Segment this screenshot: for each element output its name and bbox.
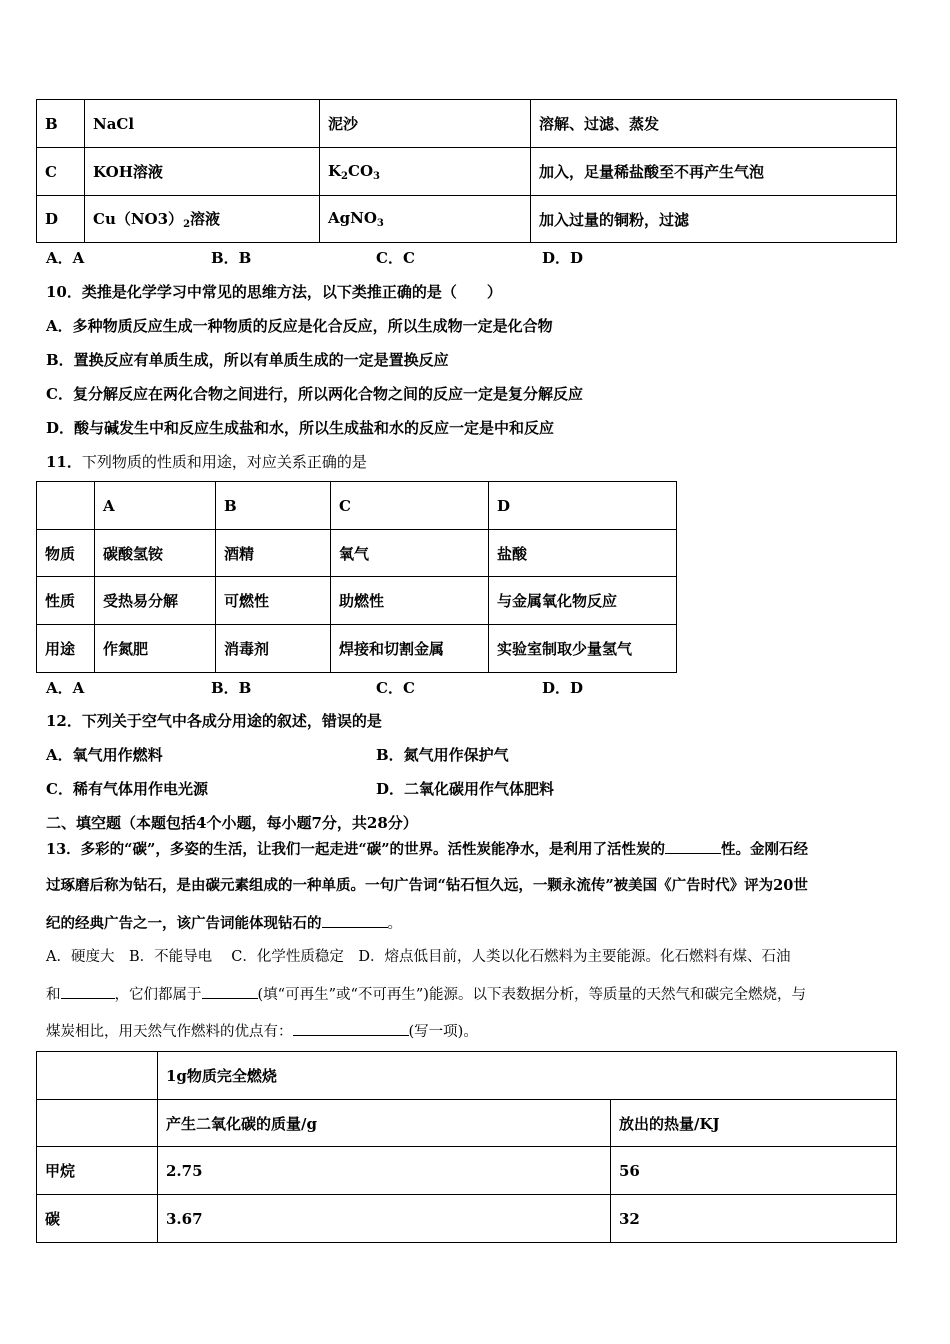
table-cell: B <box>37 100 85 148</box>
q10-option-d: D．酸与碱发生中和反应生成盐和水，所以生成盐和水的反应一定是中和反应 <box>46 419 555 437</box>
table-cell: 可燃性 <box>216 577 331 625</box>
table-cell: 碳 <box>37 1195 158 1243</box>
q9-option-b: B．B <box>211 249 252 267</box>
table-cell: 用途 <box>37 625 95 673</box>
table-row <box>37 577 677 625</box>
table-cell: B <box>216 482 331 530</box>
q12-option-d: D．二氧化碳用作气体肥料 <box>376 780 555 798</box>
q10-stem: 10．类推是化学学习中常见的思维方法，以下类推正确的是（ ） <box>46 283 502 301</box>
q11-stem: 11．下列物质的性质和用途，对应关系正确的是 <box>46 453 367 471</box>
table-header-cell: 放出的热量/KJ <box>611 1100 897 1147</box>
table-cell: C <box>37 148 85 196</box>
table-cell: 加入过量的铜粉，过滤 <box>531 196 897 243</box>
q9-option-a: A．A <box>46 249 85 267</box>
table-row <box>37 100 897 148</box>
q13-line-5: 和 ，它们都属于 (填“可再生”或“不可再生”)能源。以下表数据分析，等质量的天然气和碳完全燃烧，与 <box>46 982 806 1004</box>
q11-option-a: A．A <box>46 679 85 697</box>
q10-option-a: A．多种物质反应生成一种物质的反应是化合反应，所以生成物一定是化合物 <box>46 317 553 335</box>
q12-stem: 12．下列关于空气中各成分用途的叙述，错误的是 <box>46 712 382 730</box>
q11-option-d: D．D <box>542 679 584 697</box>
table-cell: 实验室制取少量氢气 <box>489 625 677 673</box>
q12-option-c: C．稀有气体用作电光源 <box>46 780 208 798</box>
table-cell <box>37 482 95 530</box>
q12-option-a: A．氧气用作燃料 <box>46 746 163 764</box>
table-cell: 与金属氧化物反应 <box>489 577 677 625</box>
properties-table <box>36 481 677 673</box>
table-cell: 32 <box>611 1195 897 1243</box>
q10-option-b: B．置换反应有单质生成，所以有单质生成的一定是置换反应 <box>46 351 449 369</box>
q13-line-1: 13．多彩的“碳”，多姿的生活，让我们一起走进“碳”的世界。活性炭能净水，是利用了活性炭的 性。金刚石经 <box>46 837 808 859</box>
table-row <box>37 482 677 530</box>
table-cell: 泥沙 <box>320 100 531 148</box>
q12-option-b: B．氮气用作保护气 <box>376 746 509 764</box>
answer-blank <box>665 837 721 854</box>
separation-table <box>36 99 897 243</box>
table-cell: KOH溶液 <box>85 148 320 196</box>
table-row <box>37 1147 897 1195</box>
table-cell: 甲烷 <box>37 1147 158 1195</box>
table-cell: 碳酸氢铵 <box>95 530 216 577</box>
q9-option-c: C．C <box>376 249 415 267</box>
table-cell: 2.75 <box>158 1147 611 1195</box>
q13-line-6: 煤炭相比，用天然气作燃料的优点有： (写一项)。 <box>46 1019 478 1041</box>
table-cell: 溶解、过滤、蒸发 <box>531 100 897 148</box>
table-cell: 焊接和切割金属 <box>331 625 489 673</box>
answer-blank <box>322 911 388 928</box>
answer-blank <box>61 982 115 999</box>
table-cell: A <box>95 482 216 530</box>
table-header-cell: 1g物质完全燃烧 <box>158 1052 897 1100</box>
table-cell: C <box>331 482 489 530</box>
table-row <box>37 530 677 577</box>
section-heading: 二、填空题（本题包括4个小题，每小题7分，共28分） <box>46 814 418 832</box>
table-row <box>37 196 897 243</box>
table-cell: 氧气 <box>331 530 489 577</box>
table-row <box>37 1100 897 1147</box>
table-row <box>37 1052 897 1100</box>
table-cell <box>37 1100 158 1147</box>
q13-line-2: 过琢磨后称为钻石，是由碳元素组成的一种单质。一句广告词“钻石恒久远，一颗永流传”被美国《广告时代》评为20世 <box>46 877 808 894</box>
table-cell: D <box>37 196 85 243</box>
table-cell: 物质 <box>37 530 95 577</box>
table-row <box>37 1195 897 1243</box>
table-cell: NaCl <box>85 100 320 148</box>
table-cell: 3.67 <box>158 1195 611 1243</box>
answer-blank <box>202 982 258 999</box>
q9-option-d: D．D <box>542 249 584 267</box>
table-cell: AgNO$_3$ <box>320 196 531 243</box>
table-cell: $K_2CO_3$ <box>320 148 531 196</box>
table-cell: 性质 <box>37 577 95 625</box>
answer-blank <box>293 1019 409 1036</box>
table-row <box>37 148 897 196</box>
table-cell: 消毒剂 <box>216 625 331 673</box>
combustion-table <box>36 1051 897 1243</box>
q13-line-3: 纪的经典广告之一，该广告词能体现钻石的 。 <box>46 911 402 933</box>
table-cell: 加入，足量稀盐酸至不再产生气泡 <box>531 148 897 196</box>
table-header-cell: 产生二氧化碳的质量/g <box>158 1100 611 1147</box>
table-cell: 酒精 <box>216 530 331 577</box>
table-cell: $Cu(NO3)_2$溶液 <box>85 196 320 243</box>
table-cell <box>37 1052 158 1100</box>
table-cell: 受热易分解 <box>95 577 216 625</box>
table-cell: 56 <box>611 1147 897 1195</box>
q11-option-c: C．C <box>376 679 415 697</box>
q13-line-4: A．硬度大 B．不能导电 C．化学性质稳定 D．熔点低目前，人类以化石燃料为主要能源。化石燃料有煤、石油 <box>46 949 791 965</box>
table-row <box>37 625 677 673</box>
table-cell: 盐酸 <box>489 530 677 577</box>
table-cell: 作氮肥 <box>95 625 216 673</box>
table-cell: D <box>489 482 677 530</box>
q11-option-b: B．B <box>211 679 252 697</box>
q10-option-c: C．复分解反应在两化合物之间进行，所以两化合物之间的反应一定是复分解反应 <box>46 385 583 403</box>
table-cell: 助燃性 <box>331 577 489 625</box>
